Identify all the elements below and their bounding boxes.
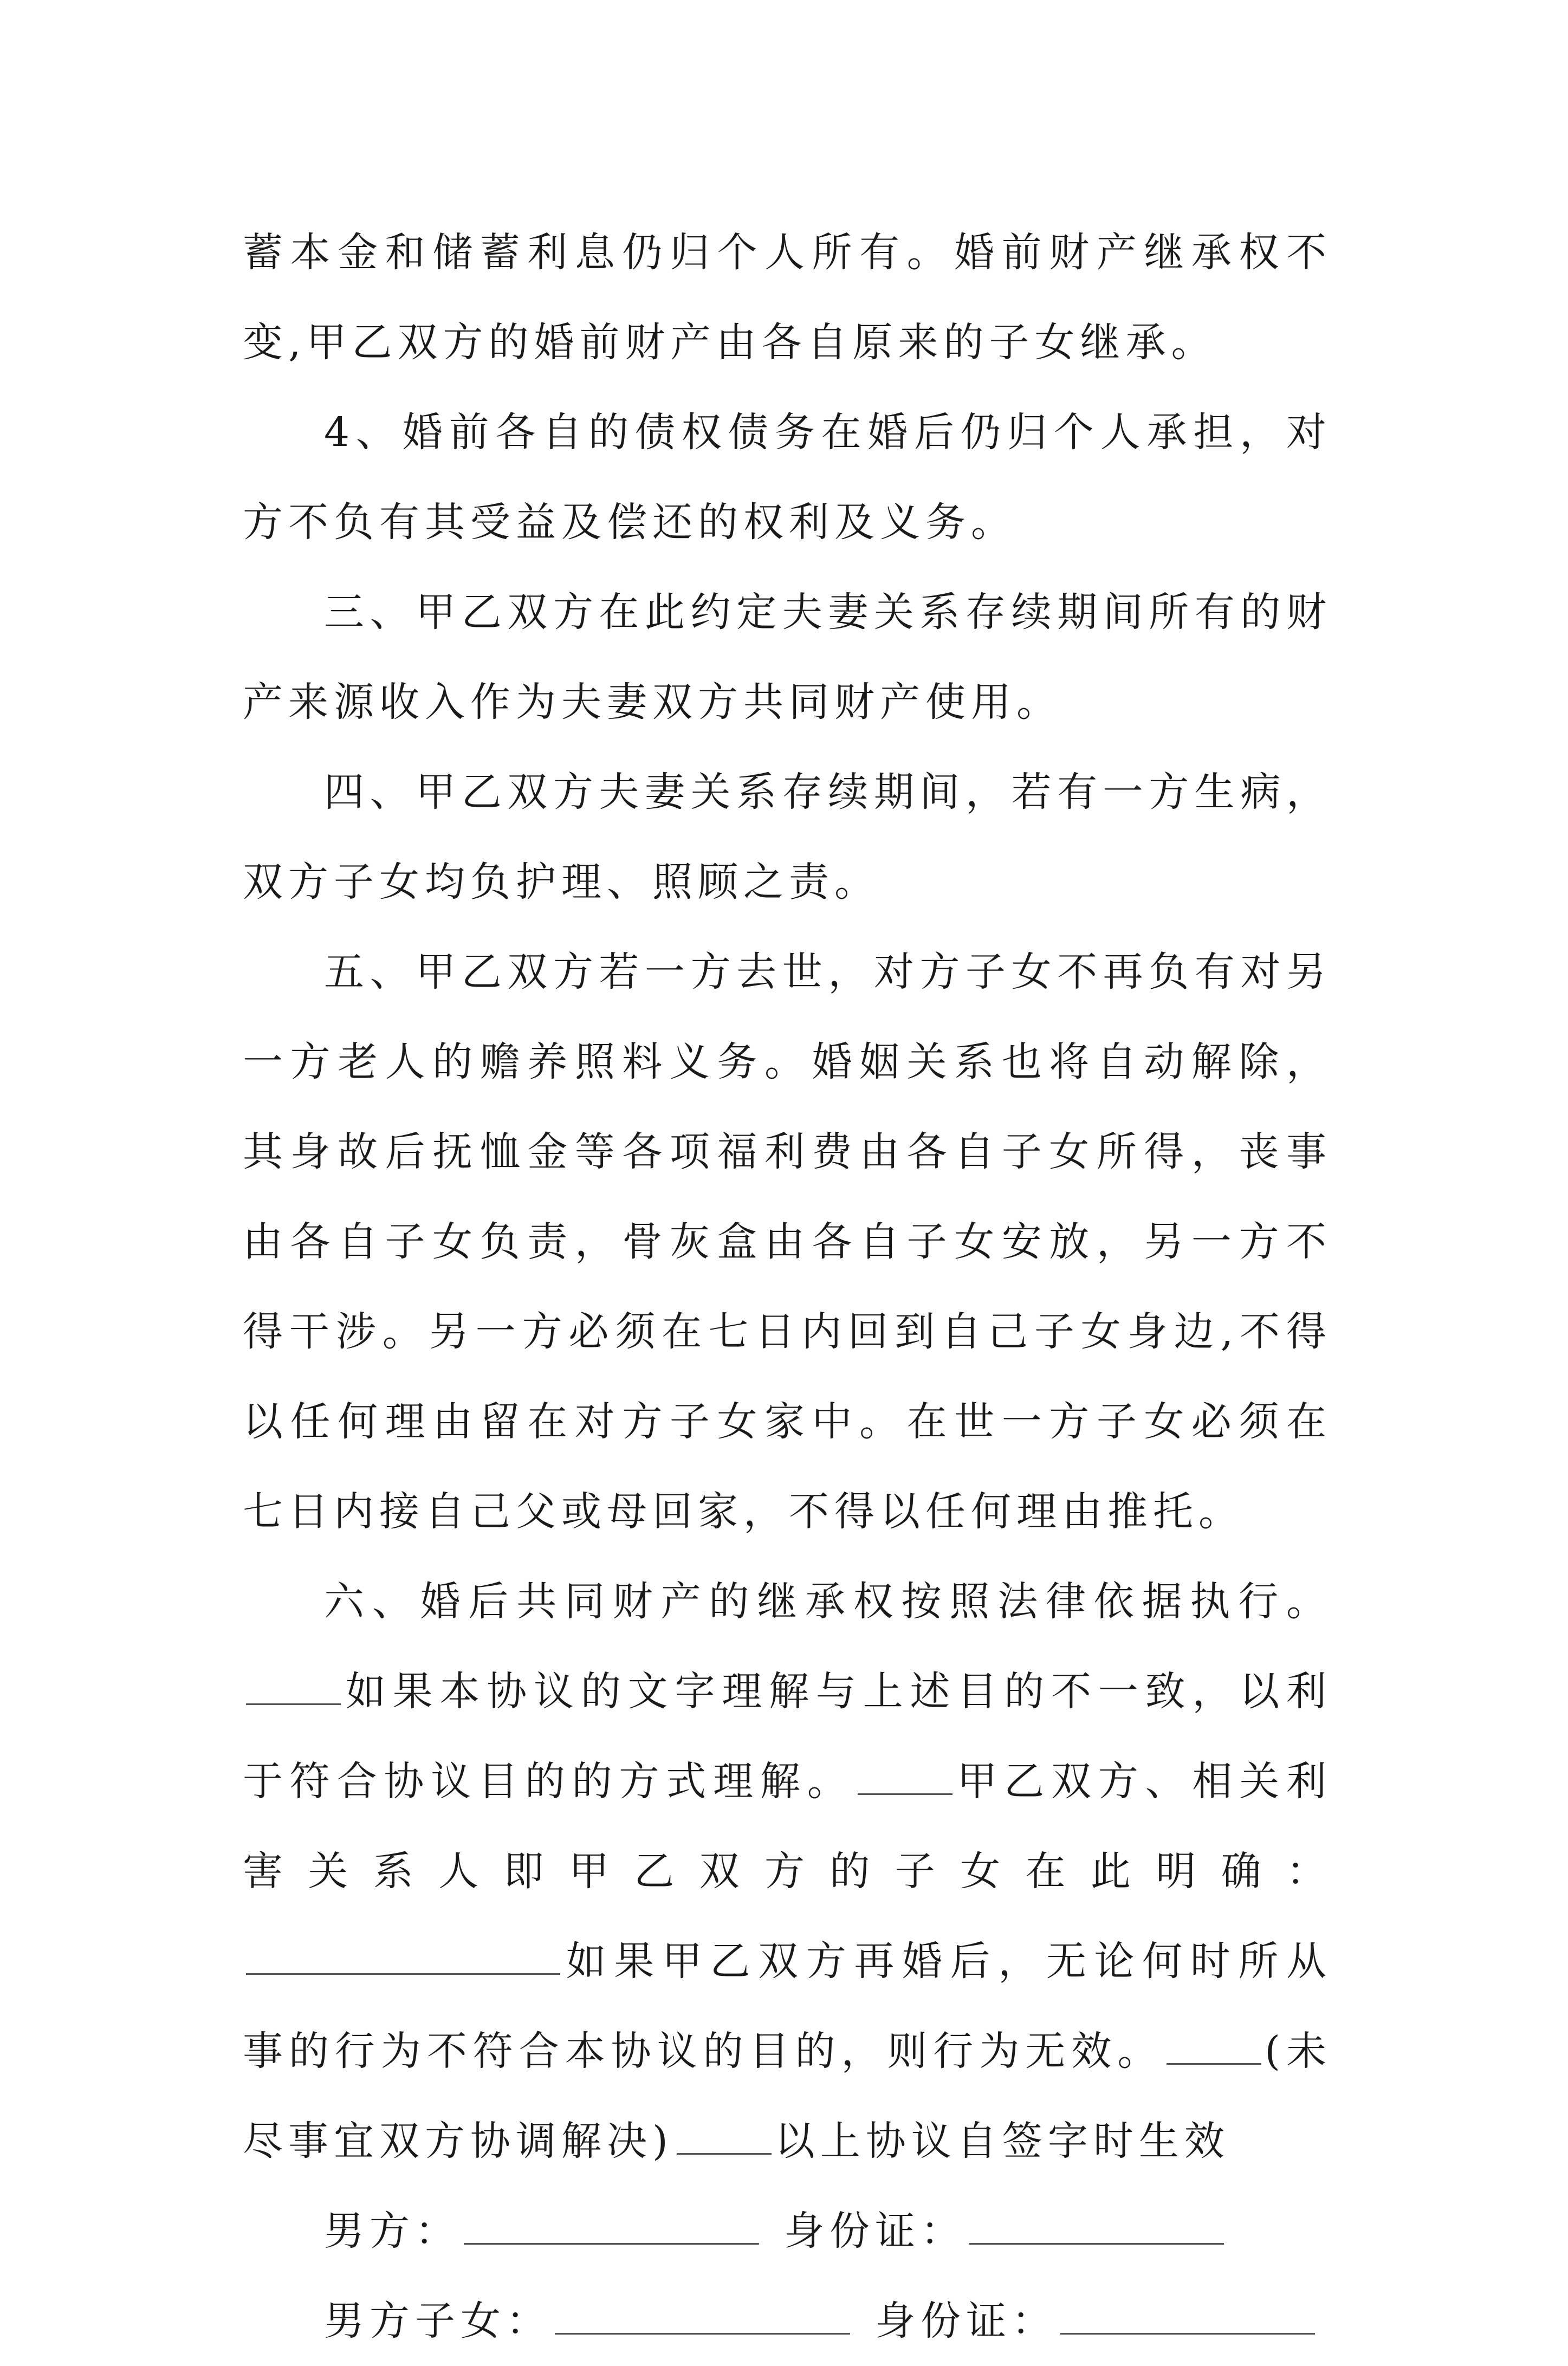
agreement-body	[243, 208, 1332, 2366]
male-children-signature-field[interactable]	[555, 2300, 850, 2335]
paragraph-clause-6-inheritance-law	[243, 1557, 1332, 2186]
paragraph-text: 4、婚前各自的债权债务在婚后仍归个人承担，对方不负有其受益及偿还的权利及义务。	[243, 409, 1332, 546]
paragraph-text: 蓄本金和储蓄利息仍归个人所有。婚前财产继承权不变,甲乙双方的婚前财产由各自原来的子女继承。	[243, 229, 1332, 366]
paragraph-clause-4-illness-care	[243, 747, 1332, 927]
blank-line[interactable]	[246, 1941, 560, 1975]
signature-line-male-children	[243, 2276, 1332, 2366]
paragraph-clause-5-death	[243, 927, 1332, 1557]
blank-line[interactable]	[246, 1671, 341, 1705]
male-id-label: 身份证：	[784, 2208, 966, 2254]
signature-line-male	[243, 2186, 1332, 2276]
male-children-id-field[interactable]	[1060, 2300, 1315, 2335]
clause6-part3: 甲乙双方、相关利害关系人即甲乙双方的子女在此明确：	[243, 1758, 1332, 1895]
male-signature-field[interactable]	[464, 2211, 759, 2245]
male-children-id-label: 身份证：	[875, 2298, 1057, 2344]
male-children-label: 男方子女：	[324, 2298, 552, 2344]
paragraph-text: 四、甲乙双方夫妻关系存续期间，若有一方生病，双方子女均负护理、照顾之责。	[243, 769, 1332, 905]
male-label: 男方：	[324, 2208, 461, 2254]
blank-line[interactable]	[858, 1761, 953, 1795]
clause6-part4: 如果甲乙双方再婚后，无论何时所从事的行为不符合本协议的目的，则行为无效。	[243, 1938, 1332, 2075]
clause6-part6: 以上协议自签字时生效	[774, 2118, 1230, 2164]
clause6-part1: 六、婚后共同财产的继承权按照法律依据执行。	[324, 1578, 1332, 1625]
blank-line[interactable]	[1167, 2031, 1261, 2065]
paragraph-clause-3-shared-income	[243, 567, 1332, 747]
paragraph-text: 五、甲乙双方若一方去世，对方子女不再负有对另一方老人的赡养照料义务。婚姻关系也将自动解除，其身故后抚恤金等各项福利费由各自子女所得，丧事由各自子女负责，骨灰盒由各自子女安放，另一方不得干涉。另一方必须在七日内回到自己子女身边,不得以任何理由留在对方子女家中。在世一方子女必须在七日内接自己父或母回家，不得以任何理由推托。	[243, 949, 1332, 1535]
clause6-part2: 如果本协议的文字理解与上述目的不一致，以利于符合协议目的的方式理解。	[243, 1668, 1332, 1805]
male-id-field[interactable]	[969, 2211, 1224, 2245]
paragraph-text: 三、甲乙双方在此约定夫妻关系存续期间所有的财产来源收入作为夫妻双方共同财产使用。	[243, 589, 1332, 725]
clause6-part5: (未尽事宜双方协调解决)	[243, 2028, 1332, 2164]
paragraph-clause-4-debts	[243, 387, 1332, 567]
blank-line[interactable]	[677, 2121, 772, 2155]
paragraph-property-inheritance	[243, 208, 1332, 387]
